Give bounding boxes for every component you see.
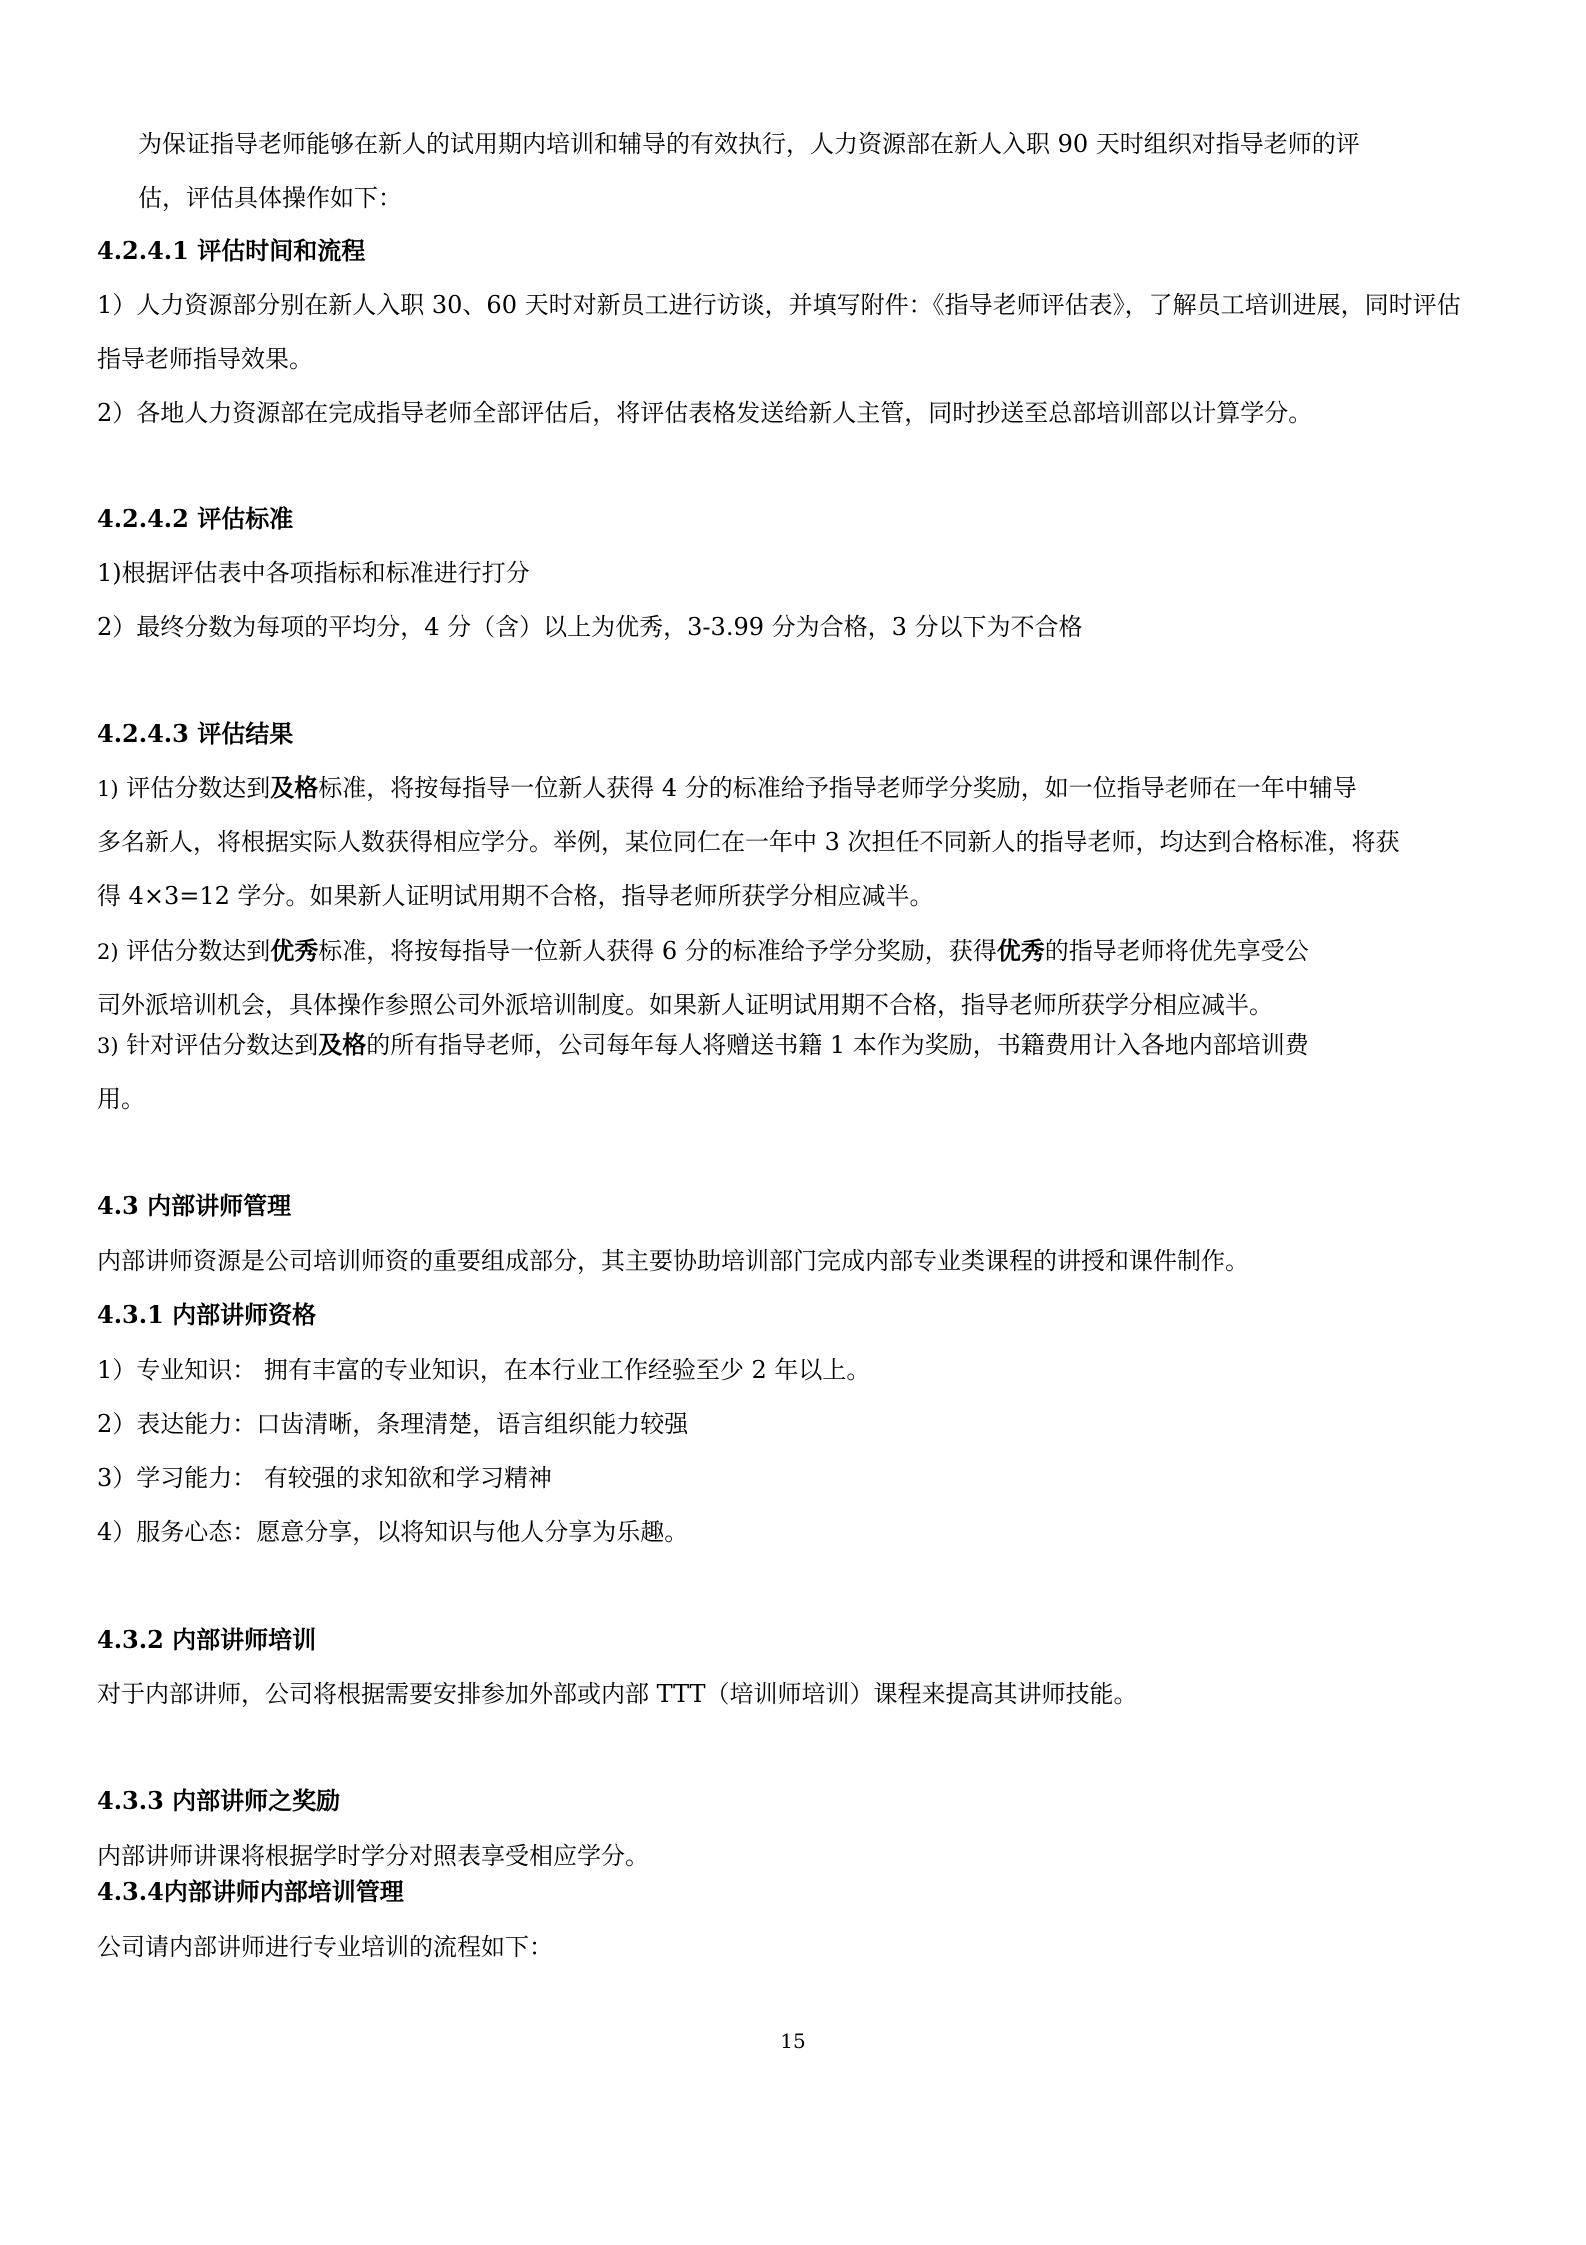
s431-item-2: 2）表达能力：口齿清晰，条理清楚，语言组织能力较强 bbox=[97, 1410, 689, 1438]
bold-term: 优秀 bbox=[270, 936, 319, 965]
heading-4-2-4-2: 4.2.4.2 评估标准 bbox=[97, 504, 294, 533]
text-run: 评估分数达到 bbox=[126, 774, 271, 802]
s4242-p1: 1)根据评估表中各项指标和标准进行打分 bbox=[97, 559, 530, 587]
text-run: 标准，将按每指导一位新人获得 6 分的标准给予学分奖励，获得 bbox=[318, 937, 997, 965]
bold-term: 及格 bbox=[270, 773, 319, 802]
bold-term: 及格 bbox=[318, 1030, 367, 1059]
heading-4-3-2: 4.3.2 内部讲师培训 bbox=[97, 1625, 317, 1654]
bold-term: 优秀 bbox=[996, 936, 1045, 965]
heading-4-3: 4.3 内部讲师管理 bbox=[97, 1191, 292, 1220]
s43-p1: 内部讲师资源是公司培训师资的重要组成部分，其主要协助培训部门完成内部专业类课程的讲授和课件制作。 bbox=[97, 1247, 1249, 1275]
s4243-p3-line-2: 用。 bbox=[97, 1085, 145, 1113]
s4241-p1-line-2: 指导老师指导效果。 bbox=[97, 345, 313, 373]
text-run: 标准，将按每指导一位新人获得 4 分的标准给予指导老师学分奖励，如一位指导老师在一年中辅导 bbox=[318, 774, 1357, 802]
intro-line-1: 为保证指导老师能够在新人的试用期内培训和辅导的有效执行，人力资源部在新人入职 90 天时组织对指导老师的评 bbox=[138, 130, 1360, 158]
s4242-p2: 2）最终分数为每项的平均分，4 分（含）以上为优秀，3-3.99 分为合格，3 分以下为不合格 bbox=[97, 613, 1083, 641]
heading-4-2-4-3: 4.2.4.3 评估结果 bbox=[97, 719, 294, 748]
heading-4-3-4: 4.3.4内部讲师内部培训管理 bbox=[97, 1877, 404, 1906]
s4243-p3-line-1 bbox=[97, 1030, 1309, 1061]
text-run: 针对评估分数达到 bbox=[126, 1031, 319, 1059]
s434-p1: 公司请内部讲师进行专业培训的流程如下： bbox=[97, 1933, 553, 1961]
s431-item-3: 3）学习能力： 有较强的求知欲和学习精神 bbox=[97, 1464, 552, 1492]
list-marker: 1) bbox=[97, 777, 119, 801]
list-marker: 3) bbox=[97, 1034, 119, 1058]
s4243-p1-line-3: 得 4×3=12 学分。如果新人证明试用期不合格，指导老师所获学分相应减半。 bbox=[97, 882, 934, 910]
s4243-p2-line-2: 司外派培训机会，具体操作参照公司外派培训制度。如果新人证明试用期不合格，指导老师所获学分相应减半。 bbox=[97, 991, 1273, 1019]
s4241-p1-line-1: 1）人力资源部分别在新人入职 30、60 天时对新员工进行访谈，并填写附件：《指导老师评估表》，了解员工培训进展，同时评估 bbox=[97, 291, 1461, 319]
heading-4-3-3: 4.3.3 内部讲师之奖励 bbox=[97, 1786, 341, 1815]
text-run: 的指导老师将优先享受公 bbox=[1044, 937, 1309, 965]
heading-4-2-4-1: 4.2.4.1 评估时间和流程 bbox=[97, 236, 366, 265]
s433-p1: 内部讲师讲课将根据学时学分对照表享受相应学分。 bbox=[97, 1842, 649, 1870]
heading-4-3-1: 4.3.1 内部讲师资格 bbox=[97, 1300, 317, 1329]
s431-item-4: 4）服务心态：愿意分享，以将知识与他人分享为乐趣。 bbox=[97, 1518, 689, 1546]
s431-item-1: 1）专业知识： 拥有丰富的专业知识，在本行业工作经验至少 2 年以上。 bbox=[97, 1356, 871, 1384]
s4243-p1-line-1 bbox=[97, 773, 1357, 804]
s4243-p2-line-1 bbox=[97, 936, 1309, 967]
s432-p1: 对于内部讲师，公司将根据需要安排参加外部或内部 TTT（培训师培训）课程来提高其讲师技能。 bbox=[97, 1680, 1138, 1708]
s4241-p2: 2）各地人力资源部在完成指导老师全部评估后，将评估表格发送给新人主管，同时抄送至总部培训部以计算学分。 bbox=[97, 399, 1313, 427]
intro-line-2: 估，评估具体操作如下： bbox=[138, 184, 402, 212]
text-run: 的所有指导老师，公司每年每人将赠送书籍 1 本作为奖励，书籍费用计入各地内部培训费 bbox=[366, 1031, 1309, 1059]
text-run: 评估分数达到 bbox=[126, 937, 271, 965]
s4243-p1-line-2: 多名新人，将根据实际人数获得相应学分。举例，某位同仁在一年中 3 次担任不同新人的指导老师，均达到合格标准，将获 bbox=[97, 828, 1400, 856]
list-marker: 2) bbox=[97, 940, 119, 964]
page-number: 15 bbox=[780, 2029, 806, 2053]
